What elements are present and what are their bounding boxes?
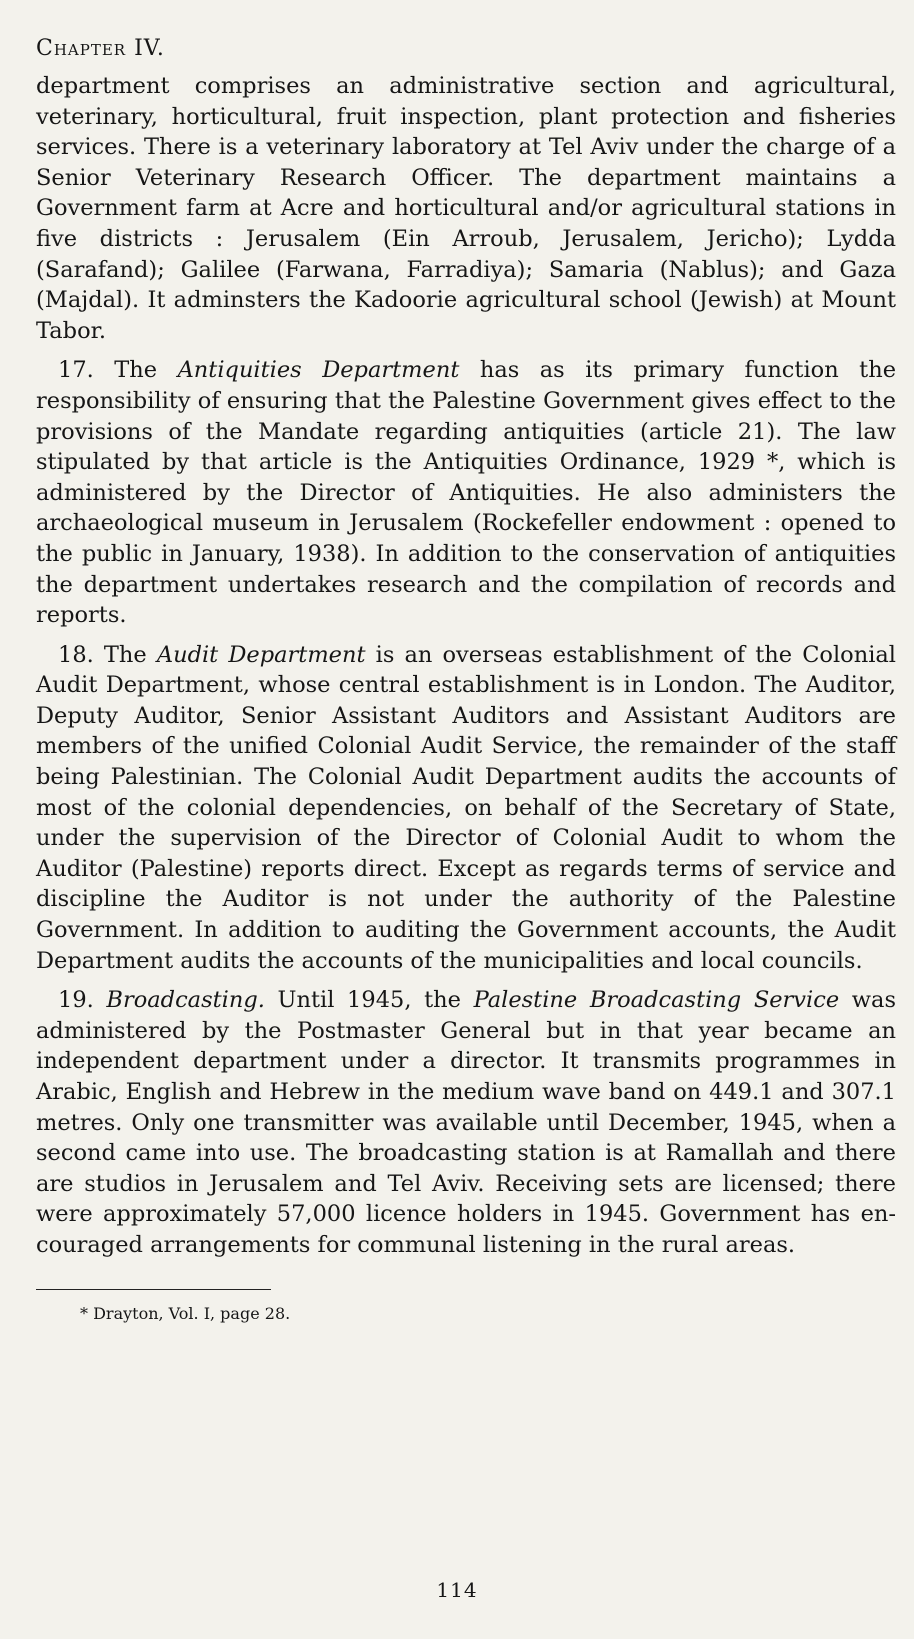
broadcasting-service-term: Palestine Broadcasting Service	[473, 987, 840, 1014]
paragraph-17-number: 17. The	[58, 357, 158, 384]
paragraph-19-text-a: Until 1945, the	[277, 987, 461, 1014]
antiquities-department-term: Antiquities Department	[177, 357, 460, 384]
paragraph-18-text: is an overseas establishment of the Colonial Audit Department, whose central establishment is in London. The Auditor, Deputy Auditor, Senior Assistant Auditors and Assistant Auditors are members of the unified Colonial Audit Service, the remainder of the staff being Palestinian. The Colonial Audit Department audits the accounts of most of the colonial dependencies, on behalf of the Secretary of State, under the supervision of the Director of Colonial Audit to whom the Auditor (Palestine) reports direct. Except as regards terms of service and discipline the Auditor is not under the authority of the Palestine Government. In addition to auditing the Government accounts, the Audit Department audits the accounts of the municipalities and local councils.	[36, 641, 896, 974]
footnote-divider	[36, 1289, 271, 1290]
broadcasting-heading: Broadcasting.	[106, 987, 265, 1014]
paragraph-19-text-b: was administered by the Postmaster General but in that year became an independent department under a director. It transmits programmes in Arabic, English and Hebrew in the medium wave band on 449.1 and 307.1 metres. Only one transmitter was available until December, 1945, when a second came into use. The broadcasting station is at Ramallah and there are studios in Jerusalem and Tel Aviv. Receiving sets are licensed; there were approximately 57,000 licence holders in 1945. Government has encouraged arrangements for communal listening in the rural areas.	[36, 987, 896, 1258]
paragraph-17-text: has as its primary function the responsibility of ensuring that the Palestine Government gives effect to the provisions of the Mandate regarding antiquities (article 21). The law stipulated by that article is the Antiquities Ordinance, 1929 *, which is administered by the Director of Antiquities. He also administers the archaeological museum in Jerusalem (Rockefeller endowment : opened to the public in January, 1938). In addition to the conservation of antiquities the department undertakes research and the compilation of records and reports.	[36, 357, 897, 629]
audit-department-term: Audit Department	[156, 641, 366, 668]
paragraph-17	[36, 355, 896, 630]
paragraph-18	[36, 640, 896, 977]
footnote: * Drayton, Vol. I, page 28.	[80, 1303, 291, 1323]
paragraph-16-continued: department comprises an administrative section and agricultural, veterinary, horticultural, fruit inspection, plant protection and fisheries services. There is a veterinary laboratory at Tel Aviv under the charge of a Senior Veterinary Research Officer. The department maintains a Government farm at Acre and horticultural and/or agricultural stations in five districts : Jerusalem (Ein Arroub, Jerusalem, Jericho); Lydda (Sarafand); Galilee (Farwana, Farradiya); Samaria (Nablus); and Gaza (Majdal). It adminsters the Kadoorie agricultural school (Jewish) at Mount Tabor.	[36, 73, 896, 344]
chapter-heading: Chapter IV.	[36, 36, 165, 61]
page	[36, 26, 896, 1323]
page-number: 114	[436, 1578, 478, 1602]
paragraph-19	[36, 985, 896, 1260]
paragraph-19-number: 19.	[58, 987, 94, 1014]
paragraph-18-number: 18. The	[58, 641, 147, 668]
body-text	[36, 71, 896, 1261]
